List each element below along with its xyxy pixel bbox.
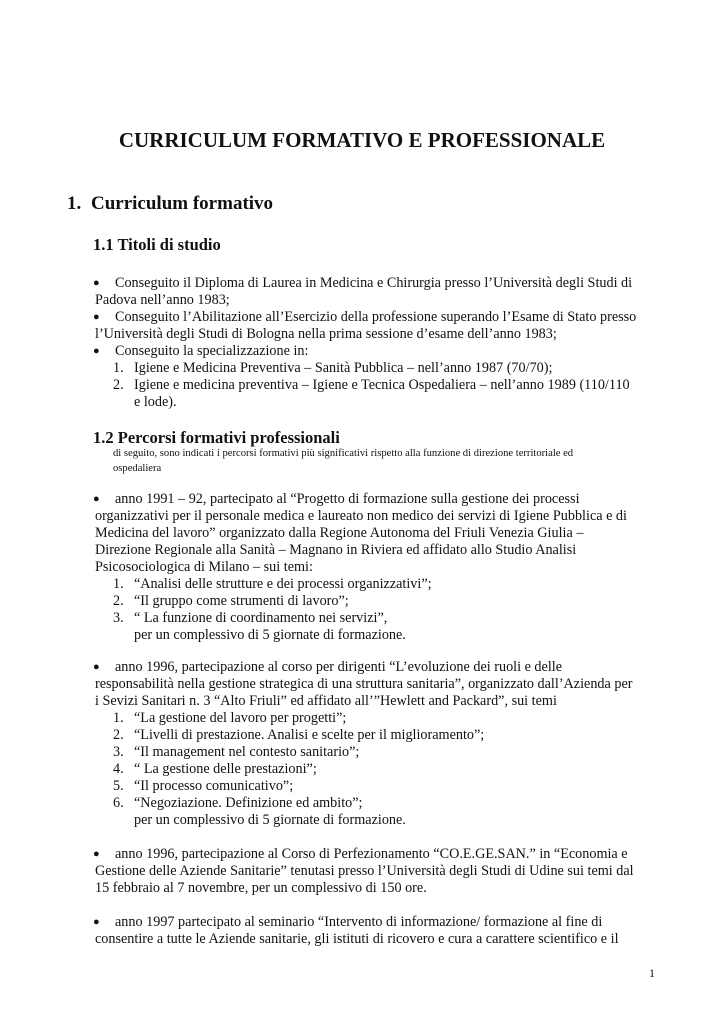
bullet-icon: ● (93, 661, 100, 673)
item-number: 6. (113, 795, 124, 811)
list-item (93, 914, 656, 948)
item-number: 2. (113, 377, 124, 393)
closing-line: per un complessivo di 5 giornate di formazione. (134, 627, 406, 643)
text-line: Padova nell’anno 1983; (95, 292, 230, 308)
section-number: 1. (67, 193, 82, 214)
text-line: “ La funzione di coordinamento nei servizi”, (134, 610, 388, 626)
item-number: 1. (113, 710, 124, 726)
list-item (93, 491, 656, 576)
bullet-icon: ● (93, 277, 100, 289)
list-item (93, 846, 656, 897)
bullet-icon: ● (93, 916, 100, 928)
item-number: 3. (113, 744, 124, 760)
numbered-item (93, 778, 656, 795)
text-line: Gestione delle Aziende Sanitarie” tenutasi presso l’Università degli Studi di Udine sui temi dal (95, 863, 634, 879)
list-item (93, 659, 656, 710)
item-number: 2. (113, 593, 124, 609)
section-label: Curriculum formativo (91, 193, 274, 214)
text-line: organizzativi per il personale medica e laureato non medico dei servizi di Igiene Pubblica e di (95, 508, 627, 524)
list-item (93, 309, 656, 343)
text-line: “Analisi delle strutture e dei processi organizzativi”; (134, 576, 432, 592)
titoli-list (93, 275, 656, 411)
text-line: “Il processo comunicativo”; (134, 778, 294, 794)
item-number: 5. (113, 778, 124, 794)
numbered-item (93, 610, 656, 627)
text-line: Conseguito l’Abilitazione all’Esercizio della professione superando l’Esame di Stato presso (115, 309, 637, 325)
text-line: l’Università degli Studi di Bologna nella prima sessione d’esame dell’anno 1983; (95, 326, 557, 342)
item-number: 2. (113, 727, 124, 743)
text-line: “La gestione del lavoro per progetti”; (134, 710, 347, 726)
text-line: Igiene e medicina preventiva – Igiene e Tecnica Ospedaliera – nell’anno 1989 (110/110 (134, 377, 630, 393)
text-line: di seguito, sono indicati i percorsi formativi più significativi rispetto alla funzione di direzione territoriale ed (113, 448, 574, 459)
text-line: ospedaliera (113, 463, 162, 474)
text-line: i Sevizi Sanitari n. 3 “Alto Friuli” ed affidato all’”Hewlett and Packard”, sui temi (95, 693, 557, 709)
text-line: “Il management nel contesto sanitario”; (134, 744, 360, 760)
text-line: 15 febbraio al 7 novembre, per un complessivo di 150 ore. (95, 880, 427, 896)
section-note (113, 446, 656, 476)
numbered-item (93, 377, 656, 411)
bullet-icon: ● (93, 345, 100, 357)
item-number: 4. (113, 761, 124, 777)
page-number: 1 (649, 966, 655, 980)
text-line: Direzione Regionale alla Sanità – Magnano in Riviera ed affidato allo Studio Analisi (95, 542, 577, 558)
text-line: Igiene e Medicina Preventiva – Sanità Pubblica – nell’anno 1987 (70/70); (134, 360, 553, 376)
page-title: CURRICULUM FORMATIVO E PROFESSIONALE (118, 128, 606, 152)
numbered-item (93, 360, 656, 377)
list-item (93, 275, 656, 309)
numbered-item (93, 744, 656, 761)
text-line: Psicosociologica di Milano – sui temi: (95, 559, 313, 575)
text-line: Conseguito il Diploma di Laurea in Medicina e Chirurgia presso l’Università degli Studi di (115, 275, 633, 291)
text-line: responsabilità nella gestione strategica di una struttura sanitaria”, organizzato dall’Azienda per (95, 676, 633, 692)
item-number: 3. (113, 610, 124, 626)
numbered-item (93, 727, 656, 744)
item-number: 1. (113, 360, 124, 376)
item-number: 1. (113, 576, 124, 592)
text-line: Conseguito la specializzazione in: (115, 343, 309, 359)
list-item (93, 343, 656, 360)
numbered-item (93, 795, 656, 812)
text-line: anno 1996, partecipazione al Corso di Perfezionamento “CO.E.GE.SAN.” in “Economia e (115, 846, 628, 862)
subsection-heading-titoli-di-studio: 1.1 Titoli di studio (93, 235, 221, 254)
numbered-item (93, 710, 656, 727)
formation-entry-1991 (93, 491, 656, 644)
text-line: “ La gestione delle prestazioni”; (134, 761, 317, 777)
text-line: “Livelli di prestazione. Analisi e scelte per il miglioramento”; (134, 727, 485, 743)
text-line: consentire a tutte le Aziende sanitarie, gli istituti di ricovero e cura a carattere scientifico e il (95, 931, 619, 947)
numbered-item (93, 593, 656, 610)
text-line: Medicina del lavoro” organizzato dalla Regione Autonoma del Friuli Venezia Giulia – (95, 525, 584, 541)
text-line: anno 1996, partecipazione al corso per dirigenti “L’evoluzione dei ruoli e delle (115, 659, 563, 675)
text-line: anno 1997 partecipato al seminario “Intervento di informazione/ formazione al fine di (115, 914, 603, 930)
formation-entry-1996-coegesan (93, 846, 656, 897)
formation-entry-1996-dirigenti (93, 659, 656, 829)
text-line: anno 1991 – 92, partecipato al “Progetto di formazione sulla gestione dei processi (115, 491, 580, 507)
text-line: “Il gruppo come strumenti di lavoro”; (134, 593, 349, 609)
closing-line: per un complessivo di 5 giornate di formazione. (134, 812, 406, 828)
subsection-heading-percorsi-formativi: 1.2 Percorsi formativi professionali (93, 428, 340, 447)
text-line: e lode). (134, 394, 177, 410)
numbered-item (93, 576, 656, 593)
section-heading-curriculum-formativo (67, 193, 273, 215)
bullet-icon: ● (93, 311, 100, 323)
formation-entry-1997 (93, 914, 656, 948)
bullet-icon: ● (93, 493, 100, 505)
numbered-item (93, 761, 656, 778)
bullet-icon: ● (93, 848, 100, 860)
text-line: “Negoziazione. Definizione ed ambito”; (134, 795, 363, 811)
